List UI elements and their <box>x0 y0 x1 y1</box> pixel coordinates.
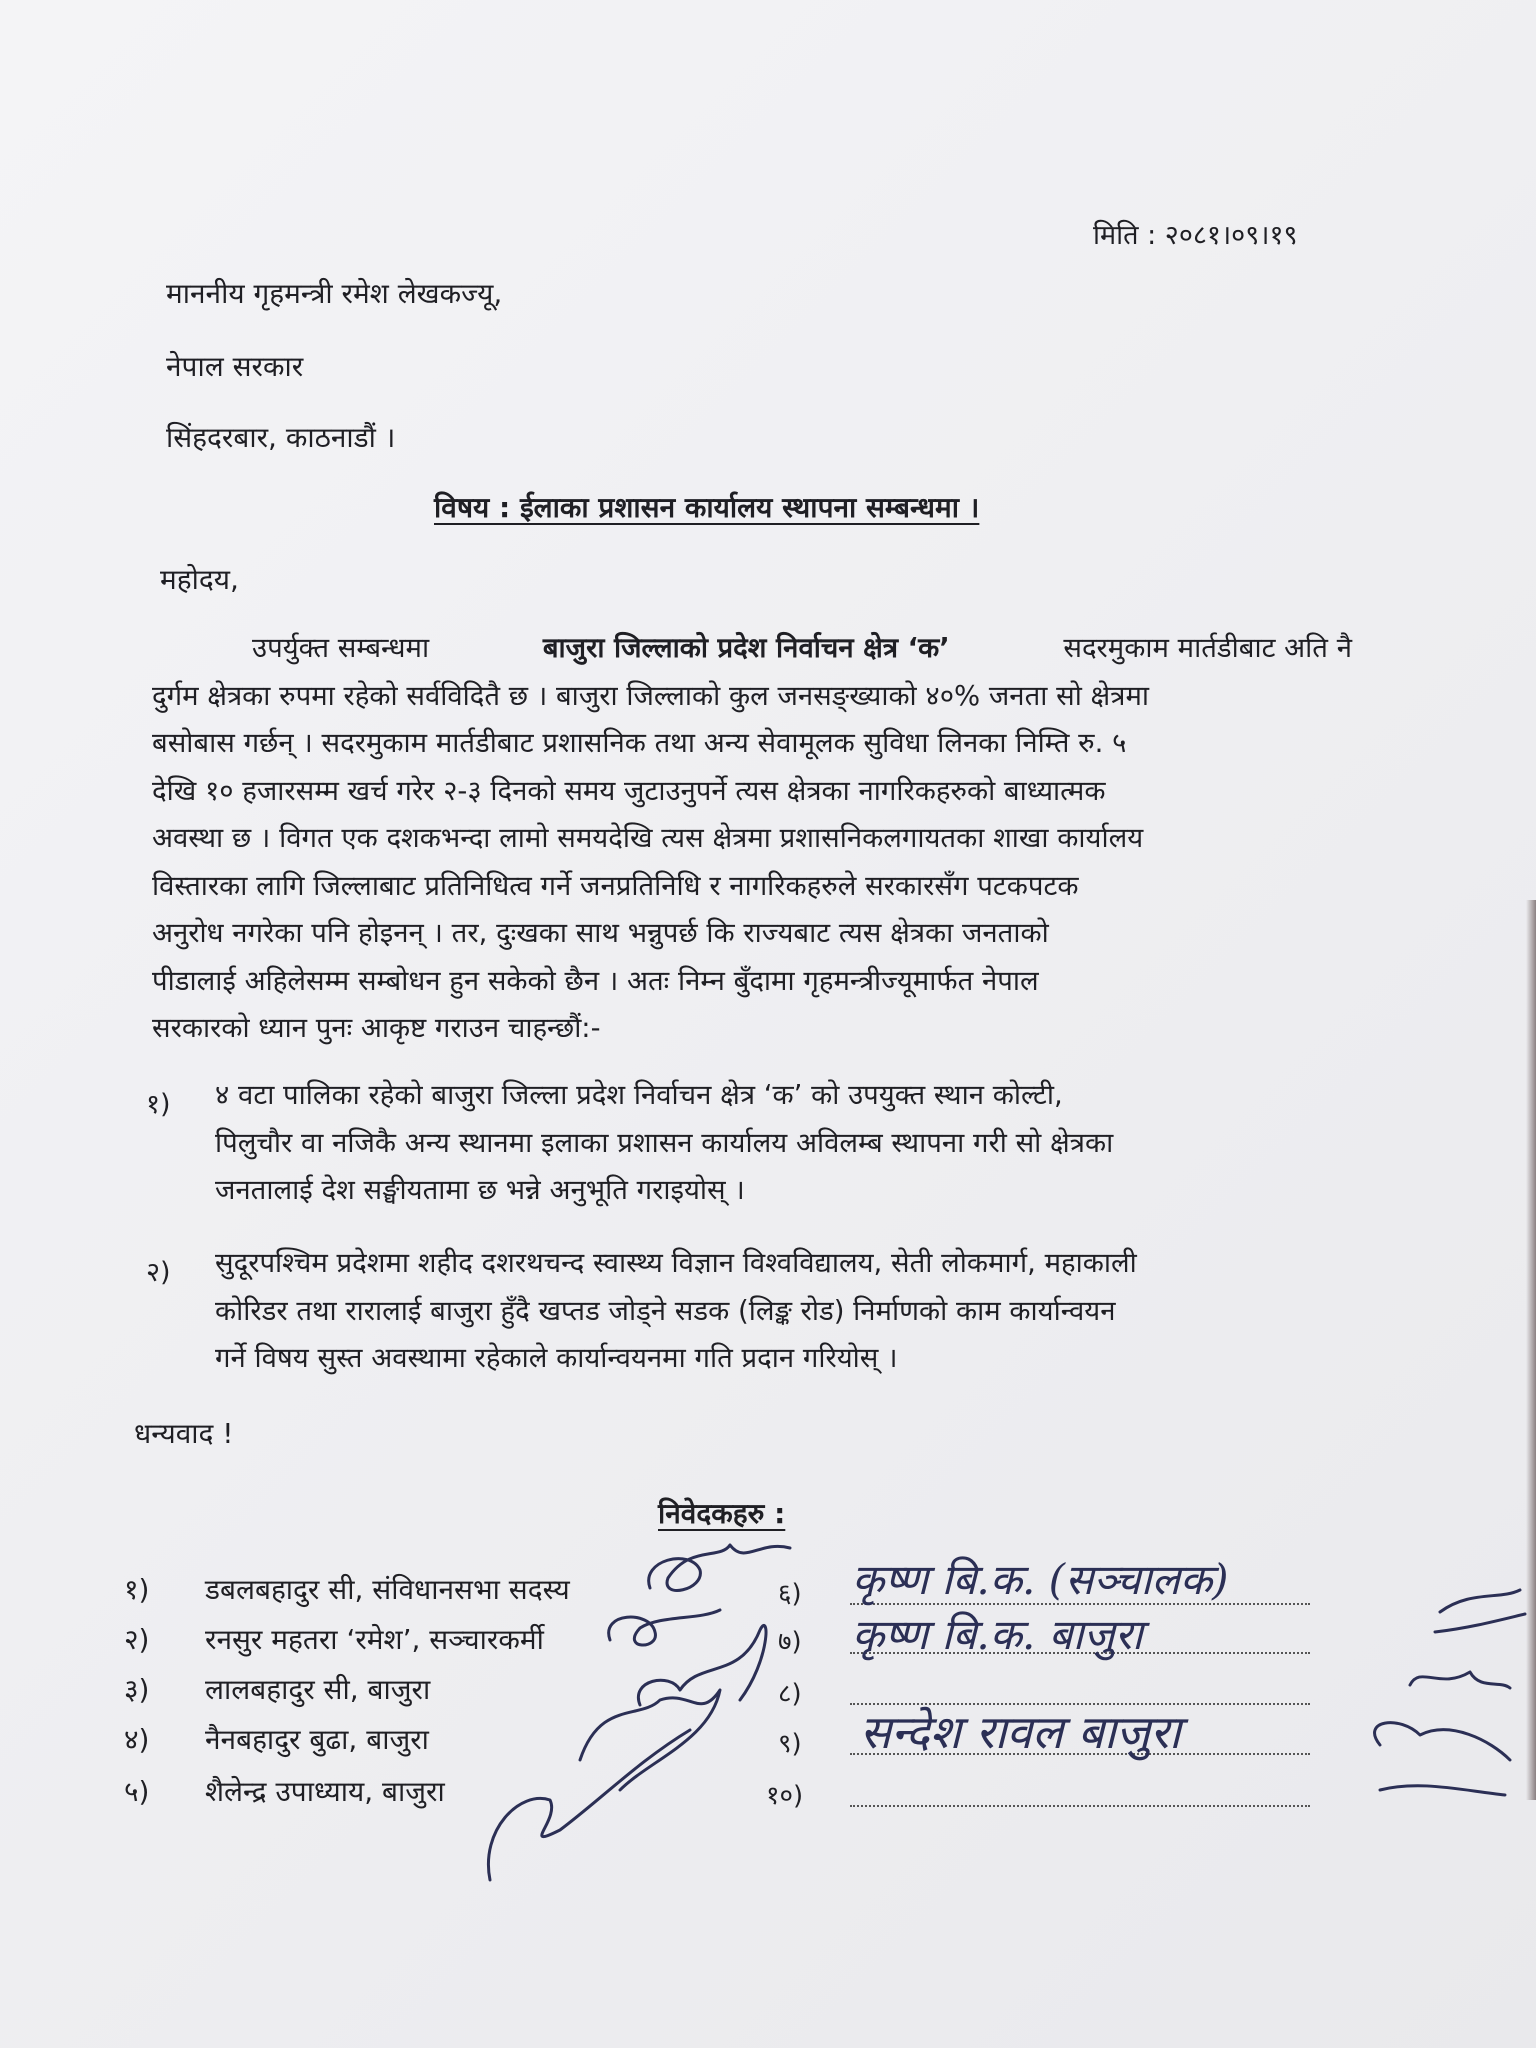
recipient-line-2: नेपाल सरकार <box>166 350 304 383</box>
petitioners-heading: निवेदकहरु : <box>658 1497 786 1530</box>
signature-7 <box>1410 1672 1510 1688</box>
point-number: १) <box>146 1089 171 1120</box>
body-lead: उपर्युक्त सम्बन्धमा <box>252 632 430 664</box>
letter-subject: विषय : ईलाका प्रशासन कार्यालय स्थापना सम्बन्धमा । <box>434 491 980 524</box>
petitioner-name: रनसुर महतरा ‘रमेश’, सञ्चारकर्मी <box>205 1623 544 1656</box>
point-line: जनतालाई देश सङ्घीयतामा छ भन्ने अनुभूति गराइयोस् । <box>215 1174 745 1206</box>
petitioner-number: ६) <box>778 1579 802 1609</box>
body-text: बसोबास गर्छन् । सदरमुकाम मार्तडीबाट प्रशासनिक तथा अन्य सेवामूलक सुविधा लिनका निम्ति रु. ५ <box>152 727 1127 759</box>
handwritten-entry: कृष्ण बि.क. बाजुरा <box>852 1610 1143 1659</box>
signature-3 <box>638 1625 766 1705</box>
point-line: कोरिडर तथा रारालाई बाजुरा हुँदै खप्तड जोड्ने सडक (लिङ्क रोड) निर्माणको काम कार्यान्वयन <box>215 1294 1116 1327</box>
point-line: गर्ने विषय सुस्त अवस्थामा रहेकाले कार्यान्वयनमा गति प्रदान गरियोस् । <box>215 1342 898 1374</box>
recipient-line-3: सिंहदरबार, काठनाडौं । <box>166 421 396 454</box>
point-number: २) <box>146 1257 171 1288</box>
point-line: ४ वटा पालिका रहेको बाजुरा जिल्ला प्रदेश निर्वाचन क्षेत्र ‘क’ को उपयुक्त स्थान कोल्टी, <box>215 1079 1063 1111</box>
petitioner-name: डबलबहादुर सी, संविधानसभा सदस्य <box>205 1573 570 1606</box>
recipient-line-1: माननीय गृहमन्त्री रमेश लेखकज्यू, <box>166 277 503 310</box>
signature-1 <box>649 1545 790 1590</box>
body-bold-phrase: बाजुरा जिल्लाको प्रदेश निर्वाचन क्षेत्र ‘क’ <box>542 632 950 664</box>
salutation: महोदय, <box>160 563 239 596</box>
petitioner-name: लालबहादुर सी, बाजुरा <box>205 1673 431 1706</box>
petitioner-number: २) <box>124 1623 150 1656</box>
signature-2 <box>609 1610 720 1645</box>
closing-thanks: धन्यवाद ! <box>134 1417 234 1450</box>
signature-4 <box>580 1690 720 1790</box>
petitioner-number: ५) <box>124 1775 150 1808</box>
petitioner-name: शैलेन्द्र उपाध्याय, बाजुरा <box>205 1775 445 1808</box>
body-text: पीडालाई अहिलेसम्म सम्बोधन हुन सकेको छैन । अतः निम्न बुँदामा गृहमन्त्रीज्यूमार्फत नेपाल <box>152 964 1039 997</box>
signature-6 <box>1435 1590 1525 1632</box>
handwritten-entry: कृष्ण बि.क. (सञ्चालक) <box>852 1555 1229 1604</box>
handwritten-entry: सन्देश रावल बाजुरा <box>860 1705 1181 1759</box>
point-line: सुदूरपश्चिम प्रदेशमा शहीद दशरथचन्द स्वास्थ्य विज्ञान विश्वविद्यालय, सेती लोकमार्ग, महाकाली <box>215 1247 1137 1279</box>
body-line-rest: सदरमुकाम मार्तडीबाट अति नै <box>1063 632 1352 664</box>
point-line: पिलुचौर वा नजिकै अन्य स्थानमा इलाका प्रशासन कार्यालय अविलम्ब स्थापना गरी सो क्षेत्रका <box>215 1126 1114 1159</box>
petitioner-number: ९) <box>778 1729 802 1759</box>
body-text: अनुरोध नगरेका पनि होइनन् । तर, दुःखका साथ भन्नुपर्छ कि राज्यबाट त्यस क्षेत्रका जनताको <box>152 917 1049 949</box>
body-text: विस्तारका लागि जिल्लाबाट प्रतिनिधित्व गर्ने जनप्रतिनिधि र नागरिकहरुले सरकारसँग पटकपटक <box>152 869 1079 902</box>
signature-5 <box>488 1730 690 1880</box>
petitioner-number: ७) <box>778 1627 802 1657</box>
petitioner-number: ३) <box>124 1673 150 1706</box>
body-text: देखि १० हजारसम्म खर्च गरेर २-३ दिनको समय जुटाउनुपर्ने त्यस क्षेत्रका नागरिकहरुको बाध्यात्मक <box>152 774 1106 807</box>
body-text: सरकारको ध्यान पुनः आकृष्ट गराउन चाहन्छौं:- <box>152 1012 601 1044</box>
petitioner-name: नैनबहादुर बुढा, बाजुरा <box>205 1723 429 1756</box>
petitioner-number: ८) <box>778 1679 802 1709</box>
body-text: अवस्था छ । विगत एक दशकभन्दा लामो समयदेखि त्यस क्षेत्रमा प्रशासनिकलगायतका शाखा कार्यालय <box>152 822 1144 854</box>
petitioner-number: ४) <box>124 1723 150 1756</box>
signature-8 <box>1375 1723 1510 1795</box>
letter-date: मिति : २०८१।०९।१९ <box>1093 220 1298 251</box>
petitioner-number: १०) <box>766 1781 804 1811</box>
petitioner-number: १) <box>124 1573 150 1606</box>
body-text: दुर्गम क्षेत्रका रुपमा रहेको सर्वविदितै छ । बाजुरा जिल्लाको कुल जनसङ्ख्याको ४०% जनता सो क्षेत्रमा <box>152 679 1150 712</box>
